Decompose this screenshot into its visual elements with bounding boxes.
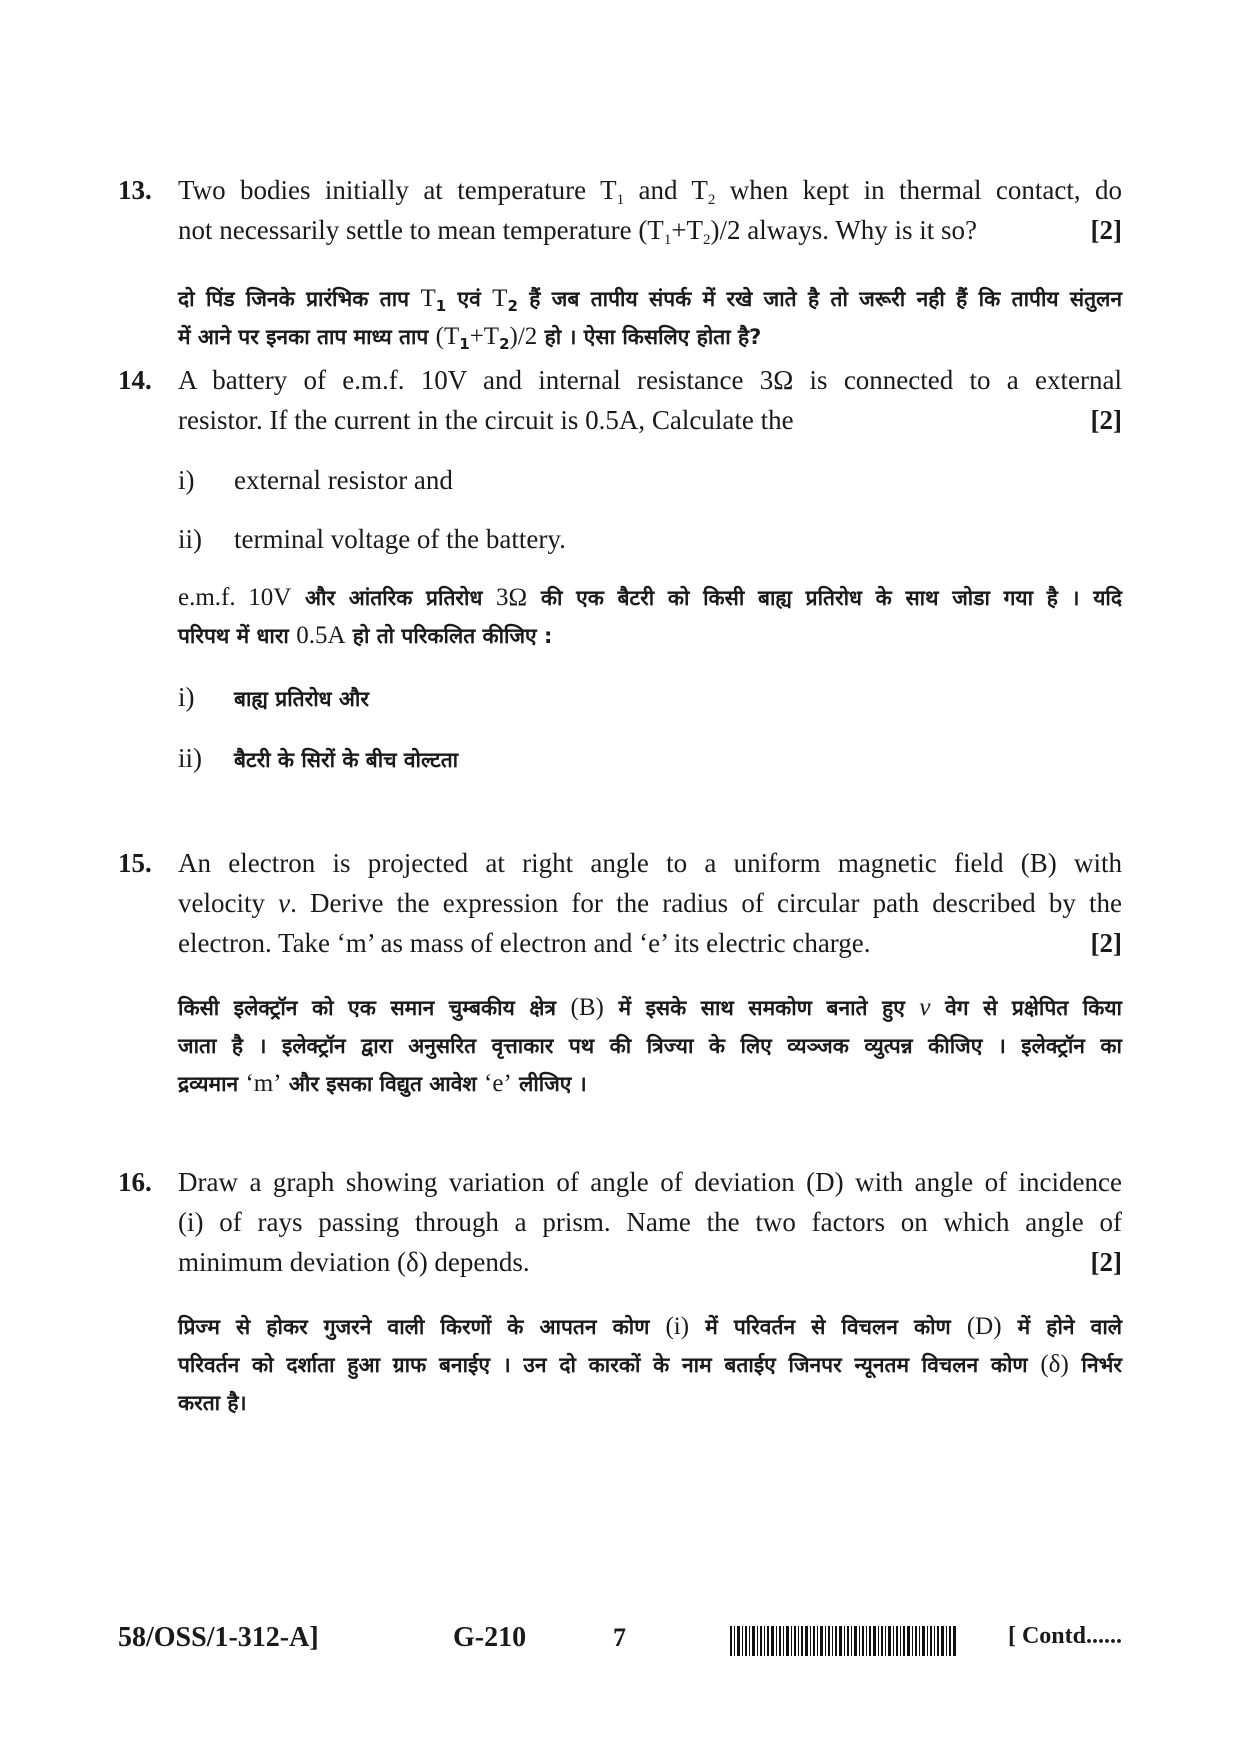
page-number: 7	[613, 1623, 626, 1652]
question-body	[178, 843, 1122, 1103]
question-15	[118, 843, 1122, 1103]
marks-badge: [2]	[1090, 1247, 1122, 1277]
series-code: G-210	[453, 1622, 527, 1653]
question-number: 13.	[118, 175, 152, 205]
barcode-icon	[730, 1626, 956, 1656]
continued-label: [ Contd......	[1007, 1623, 1122, 1649]
question-text-hindi: प्रिज्म से होकर गुजरने वाली किरणों के आपतन कोण (i) में परिवर्तन से विचलन कोण (D) में होने वाले परिवर्तन को दर्शाता हुआ ग्राफ बनाईए । उन दो कारकों के नाम बताईए जिनपर न्यूनतम विचलन कोण (δ) निर्भर करता है।	[178, 1313, 1122, 1415]
question-number: 14.	[118, 365, 152, 395]
question-text-english: Two bodies initially at temperature $T_1$ and $T_2$ when kept in thermal contact, do not necessarily settle to mean temperature $(T_1+T_2)/2$ always. Why is it so? [2]	[178, 175, 1122, 248]
sub-question-ii: ii) terminal voltage of the battery.	[178, 524, 566, 554]
question-text-english: An electron is projected at right angle to a uniform magnetic field (B) with velocity v. Derive the expression for the radius of circular path described by the electron. Take ‘m’ as mass of electron and ‘e’ its electric charge. [2]	[178, 843, 1122, 963]
question-text-hindi: दो पिंड जिनके प्रारंभिक ताप $T_1$ एवं $T_2$ हैं जब तापीय संपर्क में रखे जाते है तो जरूरी नही हैं कि तापीय संतुलन में आने पर इनका ताप माध्य ताप $(T_1+T_2)/2$ हो । ऐसा किसलिए होता है?	[178, 285, 1122, 353]
sub-question-i: i) external resistor and	[178, 465, 453, 495]
question-text-hindi: किसी इलेक्ट्रॉन को एक समान चुम्बकीय क्षेत्र (B) में इसके साथ समकोण बनाते हुए v वेग से प्रक्षेपित किया जाता है । इलेक्ट्रॉन द्वारा अनुसरित वृत्ताकार पथ की त्रिज्या के लिए व्यञ्जक व्युत्पन्न कीजिए । इलेक्ट्रॉन का द्रव्यमान ‘m’ और इसका विद्युत आवेश ‘e’ लीजिए ।	[178, 994, 1123, 1097]
question-text-english: Draw a graph showing variation of angle of deviation (D) with angle of incidence (i) of rays passing through a prism. Name the two factors on which angle of minimum deviation (δ) depends. [2]	[178, 1162, 1122, 1282]
question-number: 16.	[118, 1167, 152, 1197]
paper-code: 58/OSS/1-312-A]	[118, 1622, 319, 1653]
marks-badge: [2]	[1090, 405, 1122, 435]
question-text-english: A battery of e.m.f. 10V and internal resistance 3Ω is connected to a external resistor. If the current in the circuit is 0.5A, Calculate the [2]	[178, 360, 1122, 440]
sub-question-i-hindi: i) बाह्य प्रतिरोध और	[178, 682, 369, 712]
question-16	[118, 1162, 1122, 1422]
sub-question-ii-hindi: ii) बैटरी के सिरों के बीच वोल्टता	[178, 743, 459, 773]
question-body	[178, 360, 1122, 780]
question-body	[178, 170, 1122, 356]
question-14	[118, 360, 1122, 780]
marks-badge: [2]	[1090, 215, 1122, 245]
question-number: 15.	[118, 848, 152, 878]
marks-badge: [2]	[1090, 928, 1122, 958]
question-text-hindi: e.m.f. 10V और आंतरिक प्रतिरोध 3Ω की एक बैटरी को किसी बाह्य प्रतिरोध के साथ जोडा गया है । यदि परिपथ में धारा 0.5A हो तो परिकलित कीजिए :	[178, 584, 1122, 649]
question-13	[118, 170, 1122, 356]
page-footer	[118, 1618, 1122, 1662]
question-body	[178, 1162, 1122, 1422]
